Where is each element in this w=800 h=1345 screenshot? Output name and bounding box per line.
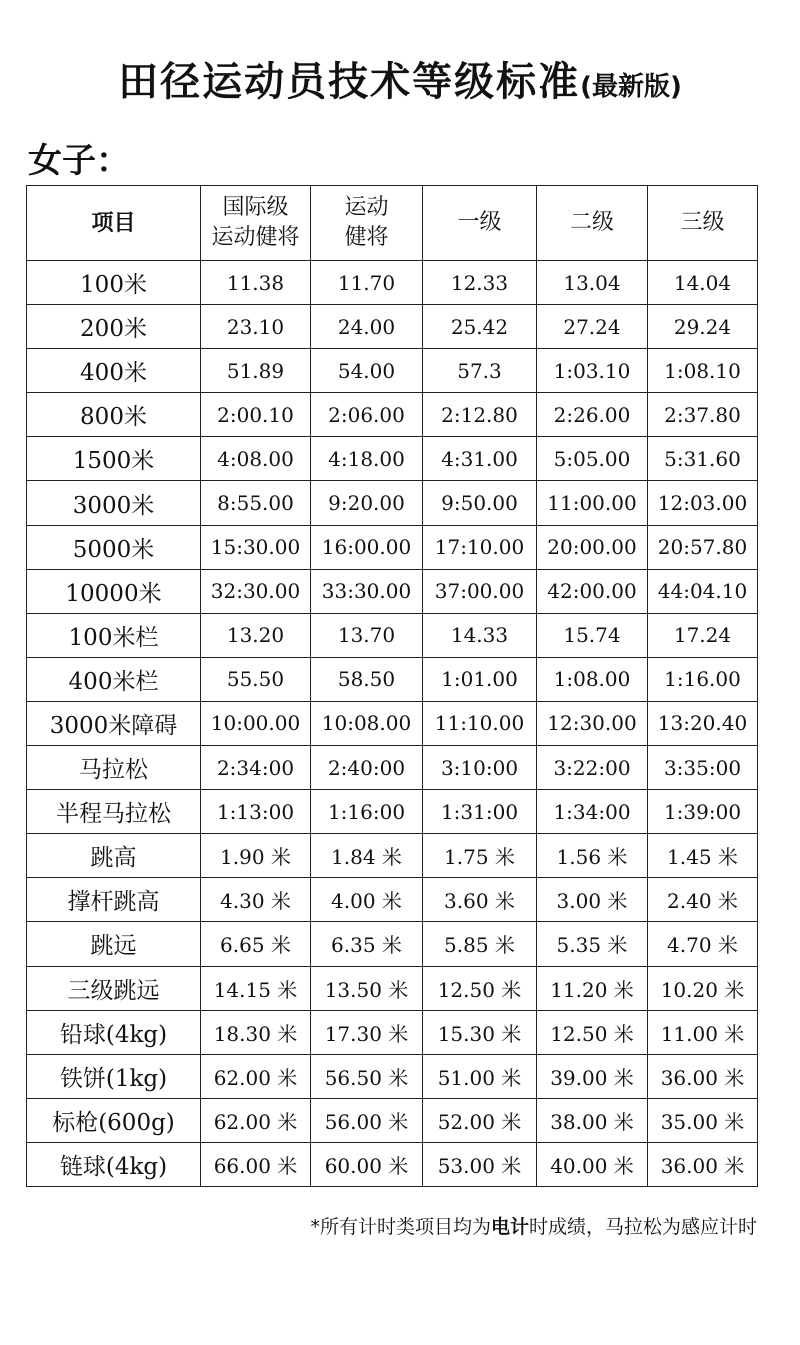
column-header: 项目 <box>27 186 201 261</box>
standard-value-cell: 8:55.00 <box>201 481 311 525</box>
standard-value-cell: 66.00 米 <box>201 1142 311 1186</box>
standard-value-cell: 2:26.00 <box>537 393 648 437</box>
standard-value-cell: 4.00 米 <box>311 878 423 922</box>
standard-value-cell: 1:08.00 <box>537 657 648 701</box>
standard-value-cell: 1:13:00 <box>201 790 311 834</box>
standard-value-cell: 56.50 米 <box>311 1054 423 1098</box>
standard-value-cell: 1:08.10 <box>648 349 758 393</box>
standard-value-cell: 40.00 米 <box>537 1142 648 1186</box>
standard-value-cell: 4:18.00 <box>311 437 423 481</box>
standard-value-cell: 13:20.40 <box>648 701 758 745</box>
standard-value-cell: 14.33 <box>423 613 537 657</box>
event-name-cell: 100米栏 <box>27 613 201 657</box>
standard-value-cell: 3:22:00 <box>537 746 648 790</box>
standard-value-cell: 36.00 米 <box>648 1142 758 1186</box>
standard-value-cell: 1:01.00 <box>423 657 537 701</box>
standard-value-cell: 9:50.00 <box>423 481 537 525</box>
standard-value-cell: 3:10:00 <box>423 746 537 790</box>
standard-value-cell: 52.00 米 <box>423 1098 537 1142</box>
standard-value-cell: 5.35 米 <box>537 922 648 966</box>
event-name-cell: 三级跳远 <box>27 966 201 1010</box>
standard-value-cell: 2:40:00 <box>311 746 423 790</box>
standard-value-cell: 14.15 米 <box>201 966 311 1010</box>
standard-value-cell: 3:35:00 <box>648 746 758 790</box>
standards-table <box>26 185 758 1187</box>
event-name-cell: 1500米 <box>27 437 201 481</box>
standard-value-cell: 5:05.00 <box>537 437 648 481</box>
event-name-cell: 3000米障碍 <box>27 701 201 745</box>
standard-value-cell: 2:34:00 <box>201 746 311 790</box>
standard-value-cell: 24.00 <box>311 305 423 349</box>
standard-value-cell: 10:08.00 <box>311 701 423 745</box>
standard-value-cell: 1.75 米 <box>423 834 537 878</box>
table-row <box>27 746 758 790</box>
table-header-row <box>27 186 758 261</box>
table-row <box>27 790 758 834</box>
standard-value-cell: 11.00 米 <box>648 1010 758 1054</box>
event-name-cell: 链球(4kg) <box>27 1142 201 1186</box>
standard-value-cell: 42:00.00 <box>537 569 648 613</box>
footnote-prefix: *所有计时类项目均为 <box>310 1216 491 1238</box>
standard-value-cell: 1:39:00 <box>648 790 758 834</box>
table-row <box>27 393 758 437</box>
table-row <box>27 701 758 745</box>
table-row <box>27 525 758 569</box>
standard-value-cell: 3.60 米 <box>423 878 537 922</box>
page-title <box>0 50 800 107</box>
standard-value-cell: 4.70 米 <box>648 922 758 966</box>
event-name-cell: 3000米 <box>27 481 201 525</box>
standard-value-cell: 17:10.00 <box>423 525 537 569</box>
standard-value-cell: 44:04.10 <box>648 569 758 613</box>
standard-value-cell: 5:31.60 <box>648 437 758 481</box>
table-row <box>27 922 758 966</box>
standard-value-cell: 38.00 米 <box>537 1098 648 1142</box>
table-row <box>27 1142 758 1186</box>
standard-value-cell: 1:34:00 <box>537 790 648 834</box>
standard-value-cell: 23.10 <box>201 305 311 349</box>
standard-value-cell: 15:30.00 <box>201 525 311 569</box>
standard-value-cell: 33:30.00 <box>311 569 423 613</box>
event-name-cell: 200米 <box>27 305 201 349</box>
standard-value-cell: 53.00 米 <box>423 1142 537 1186</box>
event-name-cell: 马拉松 <box>27 746 201 790</box>
table-row <box>27 878 758 922</box>
standard-value-cell: 62.00 米 <box>201 1098 311 1142</box>
standard-value-cell: 16:00.00 <box>311 525 423 569</box>
table-row <box>27 613 758 657</box>
event-name-cell: 铁饼(1kg) <box>27 1054 201 1098</box>
table-row <box>27 834 758 878</box>
standard-value-cell: 2:00.10 <box>201 393 311 437</box>
column-header: 运动 健将 <box>311 186 423 261</box>
standard-value-cell: 2:12.80 <box>423 393 537 437</box>
title-main: 田径运动员技术等级标准 <box>118 59 581 105</box>
table-row <box>27 349 758 393</box>
footnote <box>0 1212 757 1239</box>
table-row <box>27 437 758 481</box>
event-name-cell: 撑杆跳高 <box>27 878 201 922</box>
standard-value-cell: 57.3 <box>423 349 537 393</box>
standard-value-cell: 13.20 <box>201 613 311 657</box>
standard-value-cell: 11.20 米 <box>537 966 648 1010</box>
standard-value-cell: 12:30.00 <box>537 701 648 745</box>
event-name-cell: 跳高 <box>27 834 201 878</box>
standard-value-cell: 51.89 <box>201 349 311 393</box>
standard-value-cell: 11.38 <box>201 261 311 305</box>
section-label: 女子： <box>28 141 130 181</box>
standard-value-cell: 60.00 米 <box>311 1142 423 1186</box>
table-row <box>27 481 758 525</box>
standard-value-cell: 6.35 米 <box>311 922 423 966</box>
standard-value-cell: 12:03.00 <box>648 481 758 525</box>
column-header: 三级 <box>648 186 758 261</box>
standard-value-cell: 1.56 米 <box>537 834 648 878</box>
standard-value-cell: 1:03.10 <box>537 349 648 393</box>
standard-value-cell: 54.00 <box>311 349 423 393</box>
column-header: 一级 <box>423 186 537 261</box>
table-row <box>27 569 758 613</box>
standard-value-cell: 1.84 米 <box>311 834 423 878</box>
standard-value-cell: 4.30 米 <box>201 878 311 922</box>
event-name-cell: 标枪(600g) <box>27 1098 201 1142</box>
title-suffix: (最新版) <box>580 72 682 102</box>
standard-value-cell: 11:10.00 <box>423 701 537 745</box>
standard-value-cell: 1:31:00 <box>423 790 537 834</box>
standard-value-cell: 17.30 米 <box>311 1010 423 1054</box>
standard-value-cell: 55.50 <box>201 657 311 701</box>
standard-value-cell: 51.00 米 <box>423 1054 537 1098</box>
standard-value-cell: 15.30 米 <box>423 1010 537 1054</box>
standard-value-cell: 1.90 米 <box>201 834 311 878</box>
event-name-cell: 800米 <box>27 393 201 437</box>
standard-value-cell: 12.50 米 <box>423 966 537 1010</box>
standard-value-cell: 58.50 <box>311 657 423 701</box>
table-body <box>27 261 758 1187</box>
standard-value-cell: 35.00 米 <box>648 1098 758 1142</box>
standard-value-cell: 29.24 <box>648 305 758 349</box>
table-row <box>27 305 758 349</box>
table-row <box>27 261 758 305</box>
standard-value-cell: 14.04 <box>648 261 758 305</box>
standard-value-cell: 18.30 米 <box>201 1010 311 1054</box>
table-row <box>27 1098 758 1142</box>
standard-value-cell: 39.00 米 <box>537 1054 648 1098</box>
standard-value-cell: 17.24 <box>648 613 758 657</box>
standard-value-cell: 20:57.80 <box>648 525 758 569</box>
standard-value-cell: 5.85 米 <box>423 922 537 966</box>
standard-value-cell: 4:31.00 <box>423 437 537 481</box>
standard-value-cell: 15.74 <box>537 613 648 657</box>
standard-value-cell: 27.24 <box>537 305 648 349</box>
table-row <box>27 966 758 1010</box>
event-name-cell: 铅球(4kg) <box>27 1010 201 1054</box>
standard-value-cell: 1:16.00 <box>648 657 758 701</box>
standard-value-cell: 4:08.00 <box>201 437 311 481</box>
standard-value-cell: 9:20.00 <box>311 481 423 525</box>
standard-value-cell: 11.70 <box>311 261 423 305</box>
column-header: 二级 <box>537 186 648 261</box>
event-name-cell: 400米栏 <box>27 657 201 701</box>
standard-value-cell: 32:30.00 <box>201 569 311 613</box>
table-row <box>27 1010 758 1054</box>
standard-value-cell: 2:37.80 <box>648 393 758 437</box>
standard-value-cell: 36.00 米 <box>648 1054 758 1098</box>
standard-value-cell: 12.33 <box>423 261 537 305</box>
footnote-bold: 电计 <box>490 1216 529 1238</box>
standard-value-cell: 56.00 米 <box>311 1098 423 1142</box>
standard-value-cell: 10.20 米 <box>648 966 758 1010</box>
event-name-cell: 400米 <box>27 349 201 393</box>
standard-value-cell: 11:00.00 <box>537 481 648 525</box>
standard-value-cell: 13.04 <box>537 261 648 305</box>
table-row <box>27 657 758 701</box>
standard-value-cell: 2.40 米 <box>648 878 758 922</box>
event-name-cell: 半程马拉松 <box>27 790 201 834</box>
standard-value-cell: 13.50 米 <box>311 966 423 1010</box>
event-name-cell: 100米 <box>27 261 201 305</box>
standard-value-cell: 13.70 <box>311 613 423 657</box>
event-name-cell: 跳远 <box>27 922 201 966</box>
standard-value-cell: 12.50 米 <box>537 1010 648 1054</box>
standard-value-cell: 10:00.00 <box>201 701 311 745</box>
standard-value-cell: 1:16:00 <box>311 790 423 834</box>
standard-value-cell: 3.00 米 <box>537 878 648 922</box>
standard-value-cell: 1.45 米 <box>648 834 758 878</box>
footnote-suffix: 时成绩，马拉松为感应计时 <box>528 1216 757 1238</box>
table-row <box>27 1054 758 1098</box>
standard-value-cell: 37:00.00 <box>423 569 537 613</box>
event-name-cell: 10000米 <box>27 569 201 613</box>
event-name-cell: 5000米 <box>27 525 201 569</box>
standard-value-cell: 62.00 米 <box>201 1054 311 1098</box>
standard-value-cell: 2:06.00 <box>311 393 423 437</box>
standard-value-cell: 6.65 米 <box>201 922 311 966</box>
standard-value-cell: 20:00.00 <box>537 525 648 569</box>
standard-value-cell: 25.42 <box>423 305 537 349</box>
column-header: 国际级 运动健将 <box>201 186 311 261</box>
